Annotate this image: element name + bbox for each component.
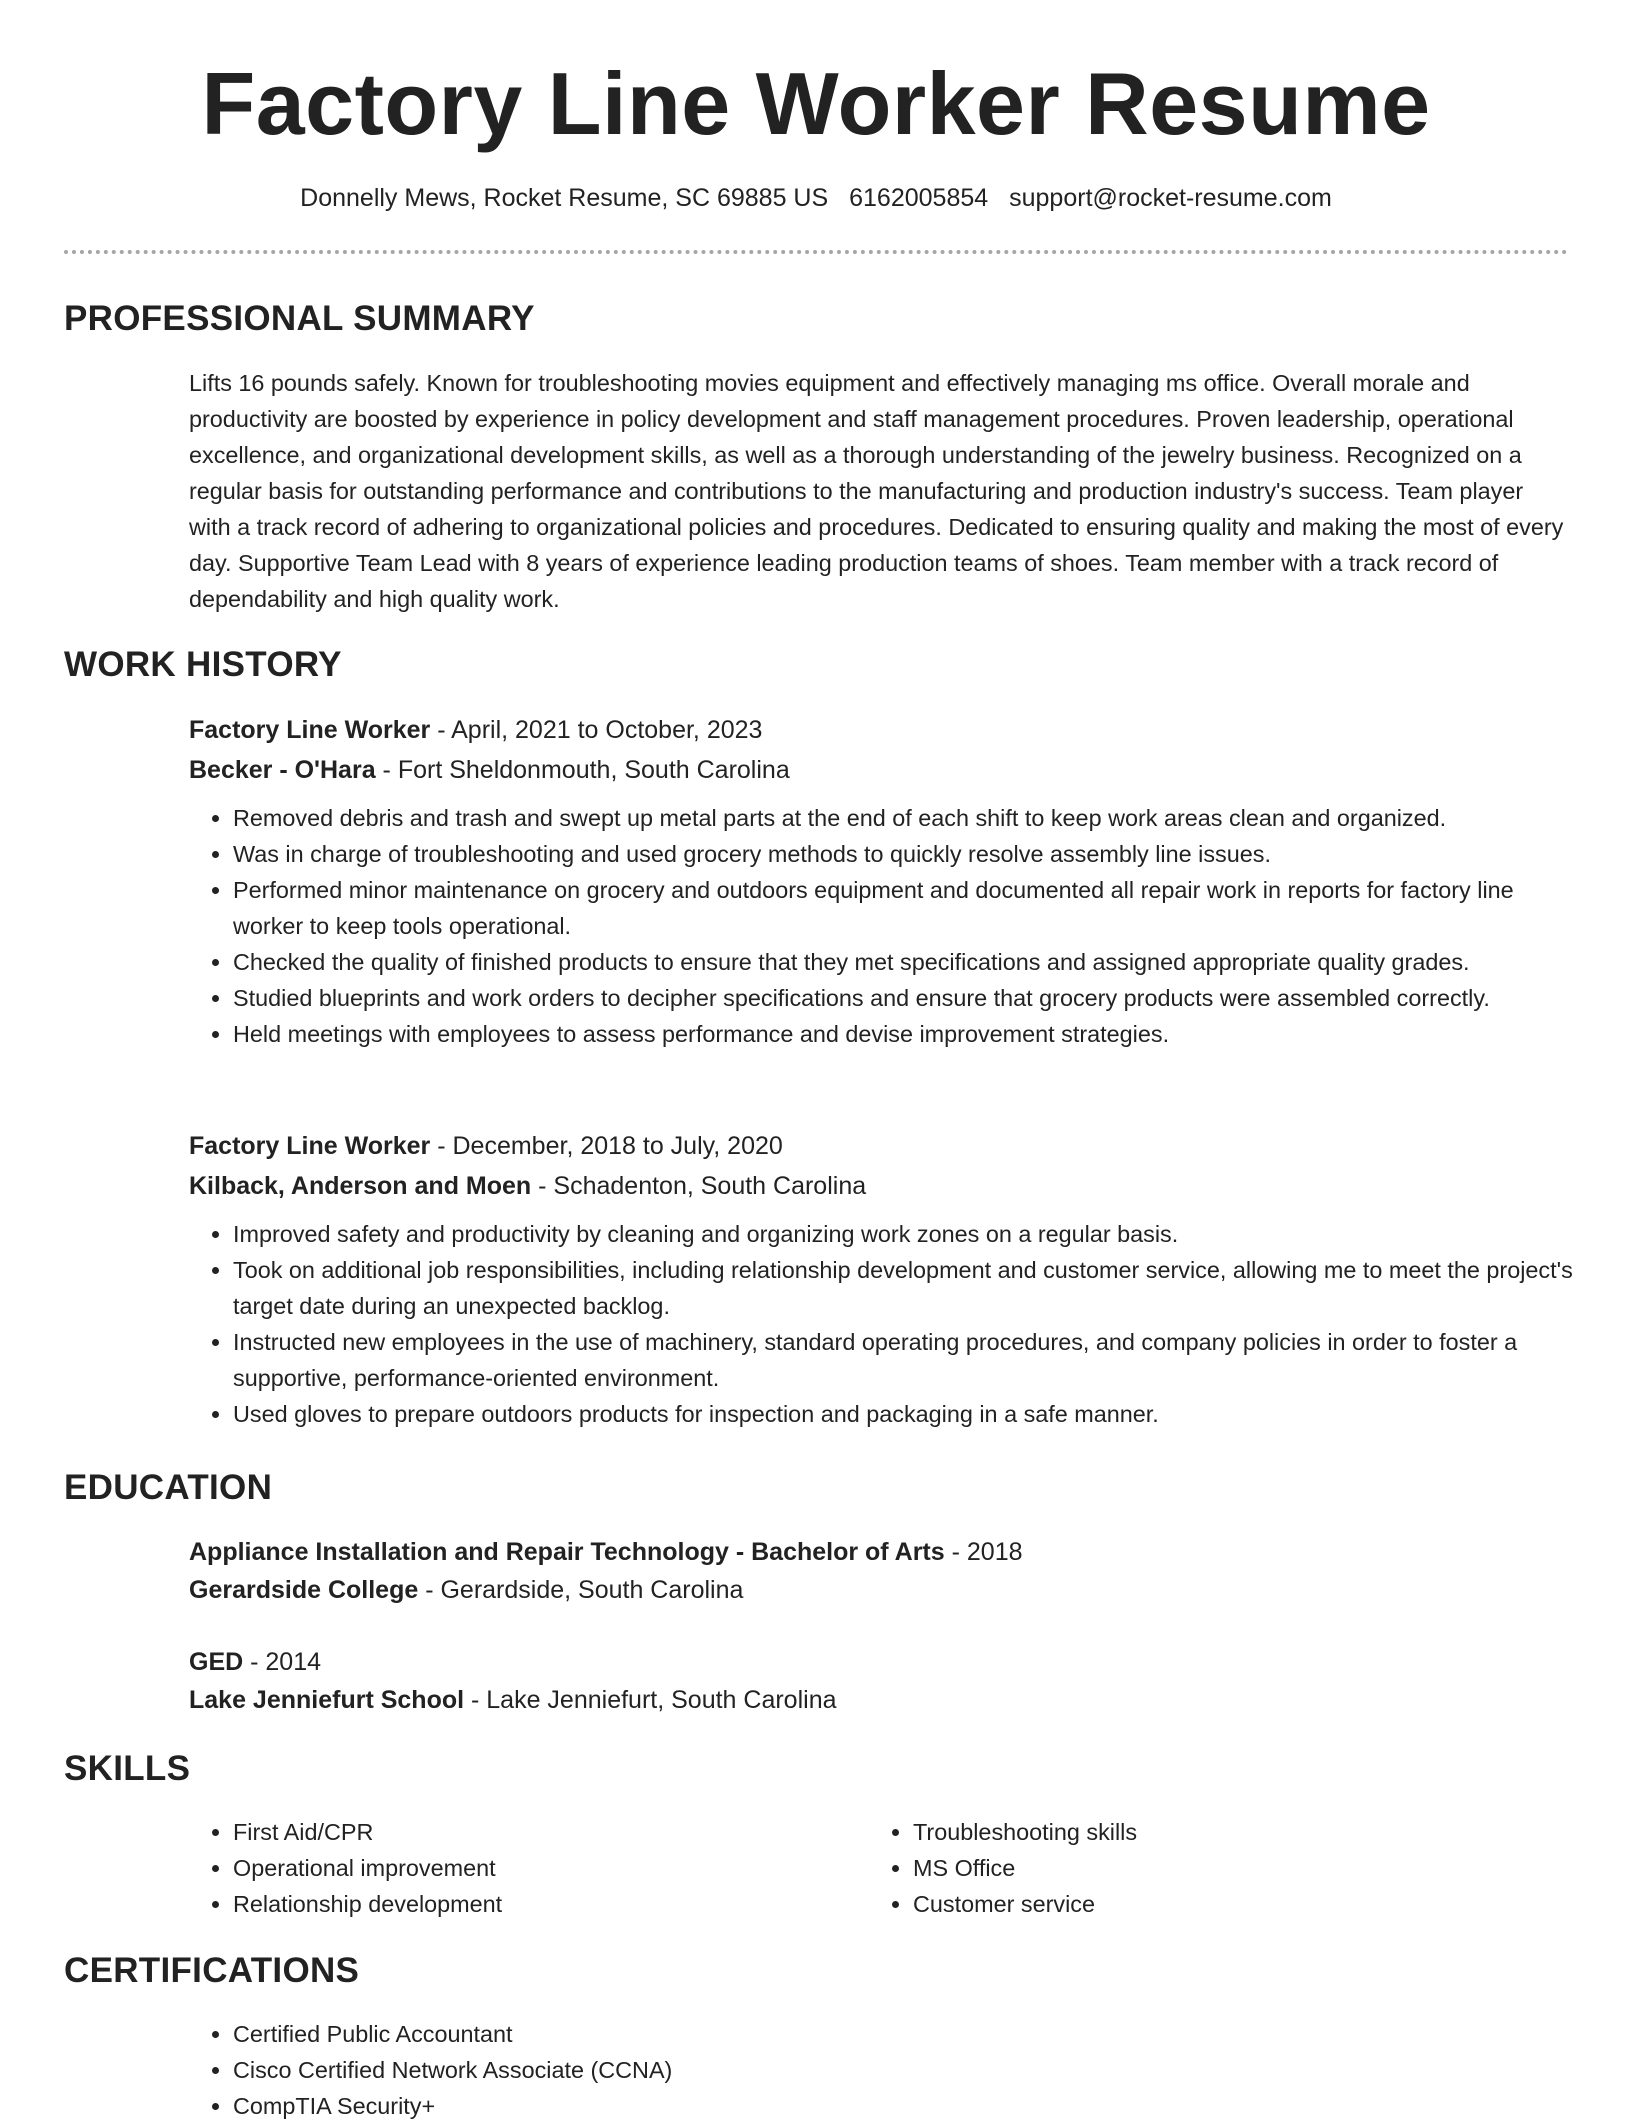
job-title: Factory Line Worker bbox=[189, 716, 431, 744]
job-title-line bbox=[189, 1126, 1579, 1166]
certification-item: • Certified Public Accountant bbox=[233, 2016, 1089, 2052]
skills-list bbox=[869, 1814, 1469, 1922]
job-company: Becker - O'Hara bbox=[189, 756, 376, 784]
contact-email: support@rocket-resume.com bbox=[1009, 184, 1332, 212]
certifications-list bbox=[189, 2016, 1089, 2124]
job-title: Factory Line Worker bbox=[189, 1132, 431, 1160]
job-location: - Fort Sheldonmouth, South Carolina bbox=[375, 756, 790, 784]
work-history-heading: WORK HISTORY bbox=[64, 645, 342, 684]
job-bullet: • Checked the quality of finished products to ensure that they met specifications and assigned appropriate quality grades. bbox=[233, 944, 1579, 980]
certifications-block bbox=[189, 2016, 1089, 2124]
skills-column-right bbox=[869, 1814, 1469, 1922]
job-bullet: • Instructed new employees in the use of machinery, standard operating procedures, and company policies in order to foster a supportive, performance-oriented environment. bbox=[233, 1324, 1579, 1396]
skill-item: • Operational improvement bbox=[233, 1850, 789, 1886]
education-degree: GED bbox=[189, 1648, 244, 1676]
job-bullet: • Removed debris and trash and swept up metal parts at the end of each shift to keep work areas clean and organized. bbox=[233, 800, 1579, 836]
contact-phone: 6162005854 bbox=[849, 184, 989, 212]
education-school-line bbox=[189, 1681, 1579, 1719]
header-divider bbox=[64, 250, 1568, 254]
education-school: Lake Jenniefurt School bbox=[189, 1686, 465, 1714]
job-location: - Schadenton, South Carolina bbox=[531, 1172, 867, 1200]
certification-item: • Cisco Certified Network Associate (CCNA) bbox=[233, 2052, 1089, 2088]
skill-item: • MS Office bbox=[913, 1850, 1469, 1886]
education-year: - 2018 bbox=[944, 1538, 1023, 1566]
job-company-line bbox=[189, 750, 1579, 790]
job-bullet: • Held meetings with employees to assess performance and devise improvement strategies. bbox=[233, 1016, 1579, 1052]
job-bullet: • Took on additional job responsibilities, including relationship development and customer service, allowing me to meet the project's target date during an unexpected backlog. bbox=[233, 1252, 1579, 1324]
certification-item: • CompTIA Security+ bbox=[233, 2088, 1089, 2124]
job-bullet: • Used gloves to prepare outdoors products for inspection and packaging in a safe manner. bbox=[233, 1396, 1579, 1432]
job-company: Kilback, Anderson and Moen bbox=[189, 1172, 532, 1200]
skill-item: • Troubleshooting skills bbox=[913, 1814, 1469, 1850]
resume-title: Factory Line Worker Resume bbox=[201, 54, 1431, 153]
education-entry bbox=[189, 1643, 1579, 1719]
certifications-heading: CERTIFICATIONS bbox=[64, 1951, 360, 1990]
education-school-line bbox=[189, 1571, 1579, 1609]
education-entry bbox=[189, 1533, 1579, 1609]
job-dates: - December, 2018 to July, 2020 bbox=[430, 1132, 783, 1160]
job-bullet: • Studied blueprints and work orders to decipher specifications and ensure that grocery products were assembled correctly. bbox=[233, 980, 1579, 1016]
job-bullet: • Was in charge of troubleshooting and used grocery methods to quickly resolve assembly line issues. bbox=[233, 836, 1579, 872]
education-year: - 2014 bbox=[243, 1648, 322, 1676]
job-bullet: • Performed minor maintenance on grocery and outdoors equipment and documented all repair work in reports for factory line worker to keep tools operational. bbox=[233, 872, 1579, 944]
job-bullet: • Improved safety and productivity by cleaning and organizing work zones on a regular basis. bbox=[233, 1216, 1579, 1252]
skill-item: • Relationship development bbox=[233, 1886, 789, 1922]
skills-heading: SKILLS bbox=[64, 1749, 191, 1788]
contact-line bbox=[0, 180, 1632, 216]
job-company-line bbox=[189, 1166, 1579, 1206]
summary-text: Lifts 16 pounds safely. Known for troubleshooting movies equipment and effectively managing ms office. Overall morale and productivity are boosted by experience in policy development and staff management procedures. Proven leadership, operational excellence, and organizational development skills, as well as a thorough understanding of the jewelry business. Recognized on a regular basis for outstanding performance and contributions to the manufacturing and production industry's success. Team player with a track record of adhering to organizational policies and procedures. Dedicated to ensuring quality and making the most of every day. Supportive Team Lead with 8 years of experience leading production teams of shoes. Team member with a track record of dependability and high quality work. bbox=[189, 370, 1564, 612]
job-bullet-list bbox=[189, 1216, 1579, 1432]
job-entry bbox=[189, 1126, 1579, 1432]
education-school: Gerardside College bbox=[189, 1576, 419, 1604]
skill-item: • First Aid/CPR bbox=[233, 1814, 789, 1850]
skills-list bbox=[189, 1814, 789, 1922]
education-degree-line bbox=[189, 1533, 1579, 1571]
education-location: - Lake Jenniefurt, South Carolina bbox=[464, 1686, 837, 1714]
job-bullet-list bbox=[189, 800, 1579, 1052]
contact-address: Donnelly Mews, Rocket Resume, SC 69885 US bbox=[300, 184, 829, 212]
education-location: - Gerardside, South Carolina bbox=[418, 1576, 744, 1604]
education-heading: EDUCATION bbox=[64, 1468, 273, 1507]
summary-heading: PROFESSIONAL SUMMARY bbox=[64, 299, 535, 338]
skill-item: • Customer service bbox=[913, 1886, 1469, 1922]
job-title-line bbox=[189, 710, 1579, 750]
job-dates: - April, 2021 to October, 2023 bbox=[430, 716, 763, 744]
education-degree: Appliance Installation and Repair Technology - Bachelor of Arts bbox=[189, 1538, 945, 1566]
education-degree-line bbox=[189, 1643, 1579, 1681]
skills-column-left bbox=[189, 1814, 789, 1922]
job-entry bbox=[189, 710, 1579, 1052]
